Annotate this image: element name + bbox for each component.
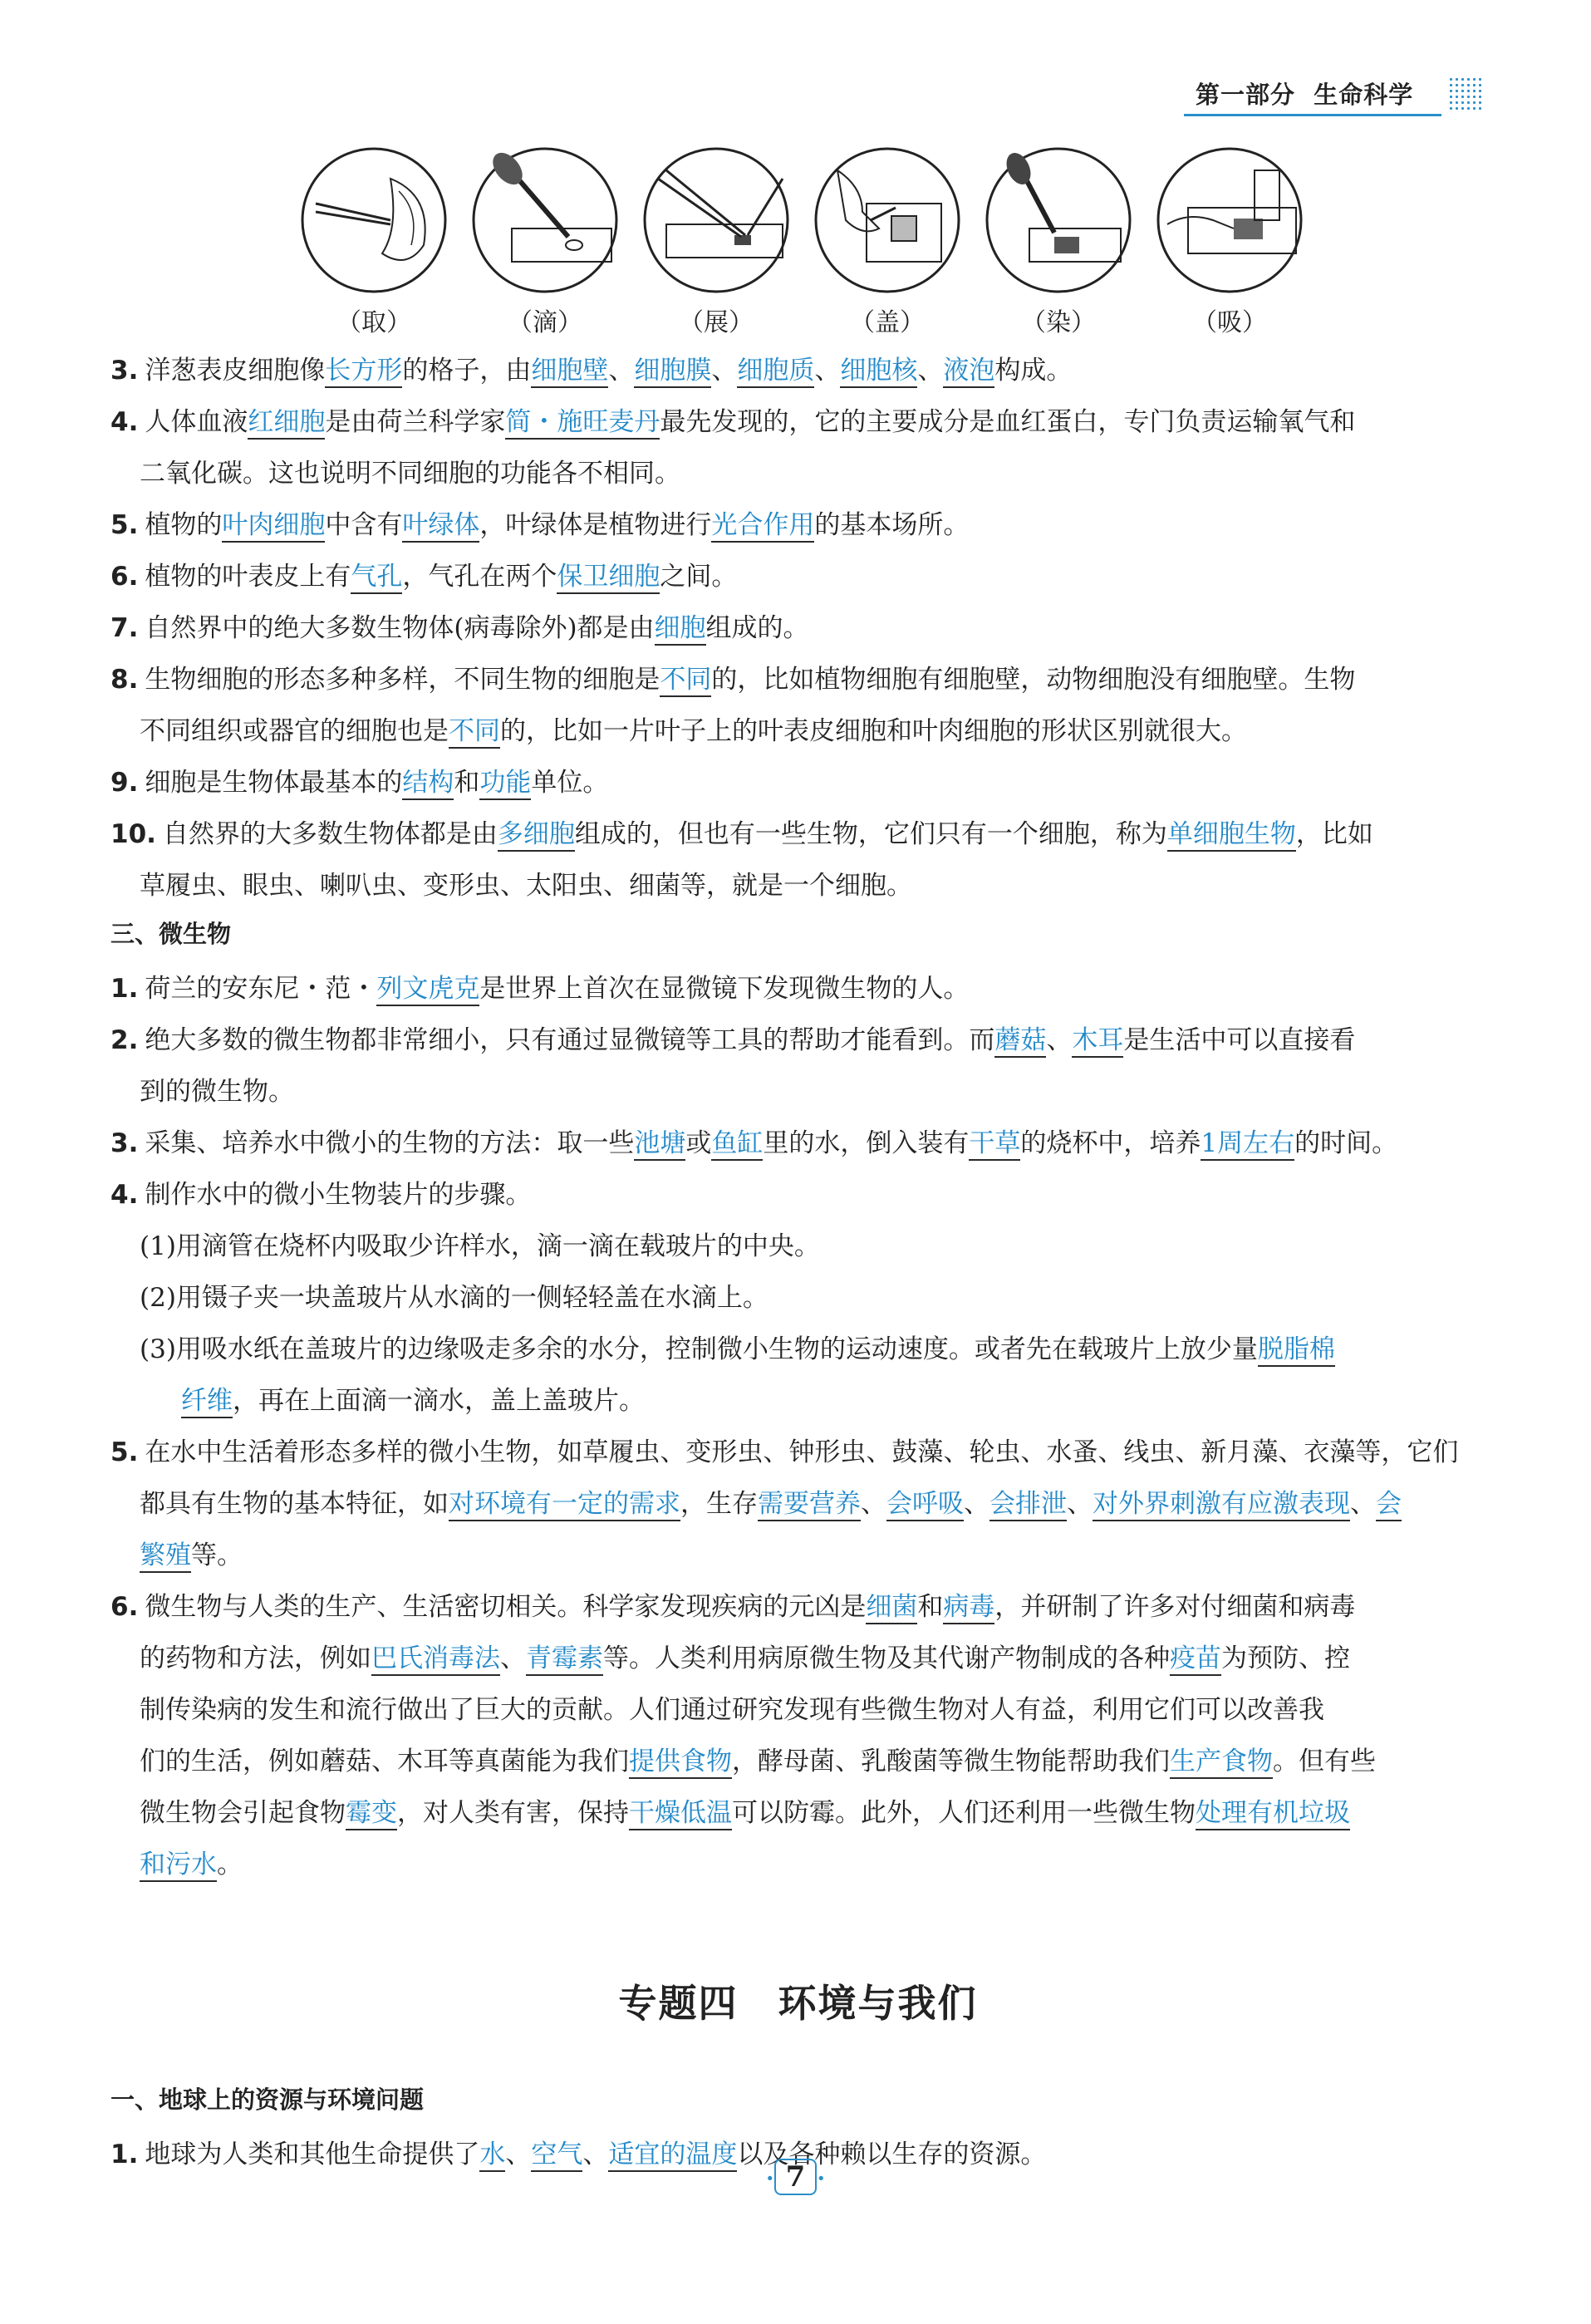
text-segment: 洋葱表皮细胞像 — [145, 356, 326, 386]
cover-slip-illustration — [813, 145, 962, 295]
text-segment: 采集、培养水中微小的生物的方法：取一些 — [145, 1128, 635, 1158]
answer-fill: 细胞膜 — [634, 356, 711, 388]
figure-drip — [470, 145, 620, 338]
figure-caption: （盖） — [850, 308, 925, 337]
text-segment: 不同组织或器官的细胞也是 — [140, 716, 449, 746]
text-line — [110, 1122, 1397, 1159]
answer-fill: 空气 — [531, 2140, 582, 2172]
answer-fill: 会 — [1376, 1489, 1402, 1521]
text-segment: 之间。 — [660, 562, 738, 592]
answer-fill: 细胞壁 — [531, 356, 608, 388]
text-segment: 、 — [861, 1489, 886, 1519]
text-line — [110, 1585, 1355, 1623]
answer-fill: 叶肉细胞 — [222, 510, 325, 543]
text-segment: 以及各种赖以生存的资源。 — [737, 2140, 1047, 2169]
text-segment: 、 — [1350, 1489, 1376, 1519]
text-line — [110, 813, 1373, 850]
header-rule — [1184, 114, 1441, 116]
text-segment: 微生物与人类的生产、生活密切相关。科学家发现疾病的元凶是 — [145, 1592, 867, 1622]
text-segment: 最先发现的，它的主要成分是血红蛋白，专门负责运输氧气和 — [660, 407, 1356, 437]
tweezers-onion-illustration — [299, 145, 449, 295]
page-number — [0, 2159, 1591, 2195]
item-number: 8. — [110, 665, 139, 695]
text-line — [140, 1328, 1335, 1365]
answer-fill: 叶绿体 — [402, 510, 479, 543]
figure-caption: （吸） — [1192, 308, 1267, 337]
text-segment: 、 — [582, 2140, 609, 2169]
absorb-paper-illustration — [1155, 145, 1304, 295]
answer-fill: 处理有机垃圾 — [1196, 1798, 1350, 1830]
text-line — [140, 1637, 1350, 1674]
text-segment: 组成的，但也有一些生物，它们只有一个细胞，称为 — [574, 819, 1167, 849]
answer-fill: 巴氏消毒法 — [371, 1644, 500, 1676]
text-segment: 都具有生物的基本特征，如 — [140, 1489, 449, 1519]
answer-fill: 不同 — [660, 665, 711, 697]
text-line — [110, 1173, 531, 1211]
answer-fill: 细胞核 — [840, 356, 917, 388]
answer-fill: 1周左右 — [1201, 1128, 1294, 1161]
item-number: 6. — [110, 562, 139, 592]
figure-caption: （染） — [1021, 308, 1096, 337]
text-segment: 到的微生物。 — [140, 1077, 294, 1107]
answer-fill: 脱脂棉 — [1258, 1334, 1335, 1367]
text-line — [140, 1276, 768, 1314]
text-line — [140, 452, 680, 489]
answer-fill: 青霉素 — [526, 1644, 603, 1676]
item-number: 9. — [110, 768, 139, 798]
figure-take — [299, 145, 449, 338]
item-number: 6. — [110, 1592, 139, 1622]
figure-caption: （取） — [336, 308, 411, 337]
text-segment: 、 — [500, 1644, 526, 1673]
text-segment: 地球为人类和其他生命提供了 — [145, 2140, 480, 2169]
text-segment: 二氧化碳。这也说明不同细胞的功能各不相同。 — [140, 459, 680, 489]
text-segment: 、 — [1067, 1489, 1093, 1519]
text-segment: ，气孔在两个 — [402, 562, 557, 592]
text-segment: 单位。 — [531, 768, 609, 798]
answer-fill: 水 — [479, 2140, 505, 2172]
answer-fill: 疫苗 — [1170, 1644, 1221, 1676]
text-segment: ，对人类有害，保持 — [397, 1798, 629, 1828]
text-segment: 、 — [917, 356, 944, 386]
page-number-box: 7 — [774, 2159, 818, 2195]
text-segment: ，再在上面滴一滴水，盖上盖玻片。 — [233, 1386, 645, 1416]
text-line — [110, 761, 608, 798]
answer-fill: 液泡 — [943, 356, 994, 388]
text-line — [181, 1379, 645, 1417]
header-text: 第一部分 生命科学 — [1196, 81, 1414, 109]
dropper-slide-illustration — [470, 145, 620, 295]
answer-fill: 结构 — [402, 768, 454, 800]
text-segment: 制传染病的发生和流行做出了巨大的贡献。人们通过研究发现有些微生物对人有益，利用它们可以改善我 — [140, 1695, 1324, 1725]
text-segment: 在水中生活着形态多样的微小生物，如草履虫、变形虫、钟形虫、鼓藻、轮虫、水蚤、线虫、新月藻、衣藻等，它们 — [145, 1437, 1459, 1467]
answer-fill: 霉变 — [346, 1798, 397, 1830]
text-segment: 、 — [608, 356, 635, 386]
text-line — [110, 400, 1355, 438]
answer-fill: 会呼吸 — [886, 1489, 964, 1521]
dot-right: · — [817, 2164, 826, 2192]
item-number: 3. — [110, 356, 139, 386]
text-segment: (1)用滴管在烧杯内吸取少许样水，滴一滴在载玻片的中央。 — [140, 1231, 820, 1261]
text-line — [110, 1431, 1458, 1468]
text-line — [140, 1225, 820, 1262]
procedure-figures — [299, 145, 1321, 349]
text-segment: ，比如 — [1295, 819, 1373, 849]
text-segment: (3)用吸水纸在盖玻片的边缘吸走多余的水分，控制微小生物的运动速度。或者先在载玻片上放少量 — [140, 1334, 1258, 1364]
answer-fill: 纤维 — [181, 1386, 233, 1418]
text-line — [140, 1688, 1324, 1726]
answer-fill: 鱼缸 — [711, 1128, 763, 1161]
answer-fill: 对外界刺激有应激表现 — [1093, 1489, 1350, 1521]
answer-fill: 干草 — [969, 1128, 1020, 1161]
header-dots-decoration — [1448, 76, 1483, 111]
answer-fill: 气孔 — [351, 562, 402, 594]
text-segment: 制作水中的微小生物装片的步骤。 — [145, 1180, 532, 1210]
text-segment: 微生物会引起食物 — [140, 1798, 346, 1828]
text-segment: 和 — [917, 1592, 944, 1622]
answer-fill: 生产食物 — [1170, 1747, 1273, 1779]
text-segment: 。但有些 — [1273, 1747, 1376, 1776]
text-line — [140, 1843, 243, 1880]
text-segment: 是生活中可以直接看 — [1123, 1025, 1356, 1055]
text-line — [110, 967, 969, 1005]
text-segment: 是由荷兰科学家 — [325, 407, 506, 437]
answer-fill: 提供食物 — [629, 1747, 732, 1779]
text-line — [110, 349, 1072, 386]
text-segment: 为预防、控 — [1221, 1644, 1350, 1673]
answer-fill: 需要营养 — [758, 1489, 861, 1521]
answer-fill: 保卫细胞 — [557, 562, 660, 594]
text-segment: 和 — [454, 768, 480, 798]
page-header — [1184, 71, 1483, 116]
text-segment: 里的水，倒入装有 — [763, 1128, 970, 1158]
text-line — [110, 555, 737, 592]
figure-cover — [813, 145, 962, 338]
text-line — [140, 1534, 243, 1571]
answer-fill: 繁殖 — [140, 1540, 191, 1573]
answer-fill: 木耳 — [1072, 1025, 1123, 1058]
topic-title: 专题四 环境与我们 — [618, 1981, 978, 2026]
answer-fill: 不同 — [449, 716, 500, 749]
text-line — [140, 1791, 1350, 1829]
item-number: 10. — [110, 819, 156, 849]
text-segment: 植物的叶表皮上有 — [145, 562, 351, 592]
text-segment: 一、地球上的资源与环境问题 — [110, 2086, 425, 2114]
figure-caption: （展） — [679, 308, 754, 337]
text-segment: 。 — [217, 1850, 243, 1879]
answer-fill: 病毒 — [943, 1592, 994, 1624]
text-line — [110, 1019, 1355, 1056]
text-segment: 细胞是生物体最基本的 — [145, 768, 403, 798]
text-segment: 或 — [685, 1128, 712, 1158]
item-number: 1. — [110, 2140, 139, 2169]
text-segment: 可以防霉。此外，人们还利用一些微生物 — [732, 1798, 1196, 1828]
text-segment: 自然界的大多数生物体都是由 — [162, 819, 498, 849]
text-segment: 构成。 — [994, 356, 1073, 386]
text-segment: 、 — [814, 356, 841, 386]
text-segment: 草履虫、眼虫、喇叭虫、变形虫、太阳虫、细菌等，就是一个细胞。 — [140, 871, 912, 901]
text-segment: 三、微生物 — [110, 920, 232, 948]
section-heading — [110, 2081, 424, 2115]
item-number: 1. — [110, 974, 139, 1004]
answer-fill: 红细胞 — [248, 407, 325, 440]
text-segment: 、 — [964, 1489, 989, 1519]
answer-fill: 和污水 — [140, 1850, 217, 1882]
text-segment: 是世界上首次在显微镜下发现微生物的人。 — [479, 974, 970, 1004]
answer-fill: 简・施旺麦丹 — [505, 407, 660, 440]
figure-absorb — [1155, 145, 1304, 338]
text-segment: 的，比如一片叶子上的叶表皮细胞和叶肉细胞的形状区别就很大。 — [500, 716, 1247, 746]
text-segment: 等。 — [191, 1540, 243, 1570]
answer-fill: 细菌 — [866, 1592, 917, 1624]
text-segment: 的格子，由 — [402, 356, 532, 386]
item-number: 4. — [110, 407, 139, 437]
text-segment: 生物细胞的形态多种多样，不同生物的细胞是 — [145, 665, 660, 695]
item-number: 3. — [110, 1128, 139, 1158]
section-heading — [110, 916, 231, 950]
answer-fill: 会排泄 — [989, 1489, 1067, 1521]
text-line — [110, 658, 1355, 695]
text-line — [140, 1482, 1402, 1520]
item-number: 4. — [110, 1180, 139, 1210]
answer-fill: 细胞 — [655, 613, 706, 646]
answer-fill: 池塘 — [634, 1128, 685, 1161]
answer-fill: 长方形 — [325, 356, 402, 388]
answer-fill: 蘑菇 — [994, 1025, 1046, 1058]
answer-fill: 适宜的温度 — [608, 2140, 737, 2172]
text-segment: ，并研制了许多对付细菌和病毒 — [994, 1592, 1356, 1622]
text-line — [140, 1740, 1376, 1777]
figure-spread — [641, 145, 791, 338]
text-segment: 的，比如植物细胞有细胞壁，动物细胞没有细胞壁。生物 — [711, 665, 1356, 695]
figure-stain — [984, 145, 1133, 338]
text-segment: 、 — [711, 356, 738, 386]
text-segment: ，叶绿体是植物进行 — [479, 510, 712, 540]
text-line — [140, 864, 912, 902]
answer-fill: 多细胞 — [498, 819, 575, 852]
text-segment: 植物的 — [145, 510, 223, 540]
item-number: 5. — [110, 1437, 139, 1467]
text-segment: 中含有 — [325, 510, 403, 540]
dot-left: · — [765, 2164, 774, 2192]
text-segment: 的基本场所。 — [814, 510, 970, 540]
text-segment: 们的生活，例如蘑菇、木耳等真菌能为我们 — [140, 1747, 629, 1776]
text-segment: 组成的。 — [705, 613, 809, 643]
text-line — [140, 710, 1247, 747]
text-segment: 绝大多数的微生物都非常细小，只有通过显微镜等工具的帮助才能看到。而 — [145, 1025, 995, 1055]
text-segment: 荷兰的安东尼・范・ — [145, 974, 377, 1004]
text-segment: (2)用镊子夹一块盖玻片从水滴的一侧轻轻盖在水滴上。 — [140, 1283, 768, 1313]
text-segment: ，生存 — [680, 1489, 758, 1519]
text-segment: 人体血液 — [145, 407, 248, 437]
answer-fill: 细胞质 — [737, 356, 814, 388]
item-number: 7. — [110, 613, 139, 643]
item-number: 2. — [110, 1025, 139, 1055]
answer-fill: 光合作用 — [711, 510, 814, 543]
answer-fill: 干燥低温 — [629, 1798, 732, 1830]
answer-fill: 对环境有一定的需求 — [449, 1489, 680, 1521]
text-segment: 的烧杯中，培养 — [1020, 1128, 1201, 1158]
text-line — [140, 1070, 294, 1108]
spread-tissue-illustration — [641, 145, 791, 295]
stain-dropper-illustration — [984, 145, 1133, 295]
item-number: 5. — [110, 510, 139, 540]
answer-fill: 功能 — [479, 768, 531, 800]
text-segment: 、 — [505, 2140, 532, 2169]
text-segment: 、 — [1046, 1025, 1073, 1055]
text-segment: 自然界中的绝大多数生物体(病毒除外)都是由 — [145, 613, 655, 643]
text-segment: 的时间。 — [1294, 1128, 1398, 1158]
text-line — [110, 607, 809, 644]
answer-fill: 单细胞生物 — [1167, 819, 1296, 852]
answer-fill: 列文虎克 — [376, 974, 479, 1006]
figure-caption: （滴） — [508, 308, 582, 337]
text-segment: 等。人类利用病原微生物及其代谢产物制成的各种 — [603, 1644, 1170, 1673]
text-segment: 的药物和方法，例如 — [140, 1644, 371, 1673]
text-segment: ，酵母菌、乳酸菌等微生物能帮助我们 — [732, 1747, 1170, 1776]
text-line — [110, 504, 969, 541]
